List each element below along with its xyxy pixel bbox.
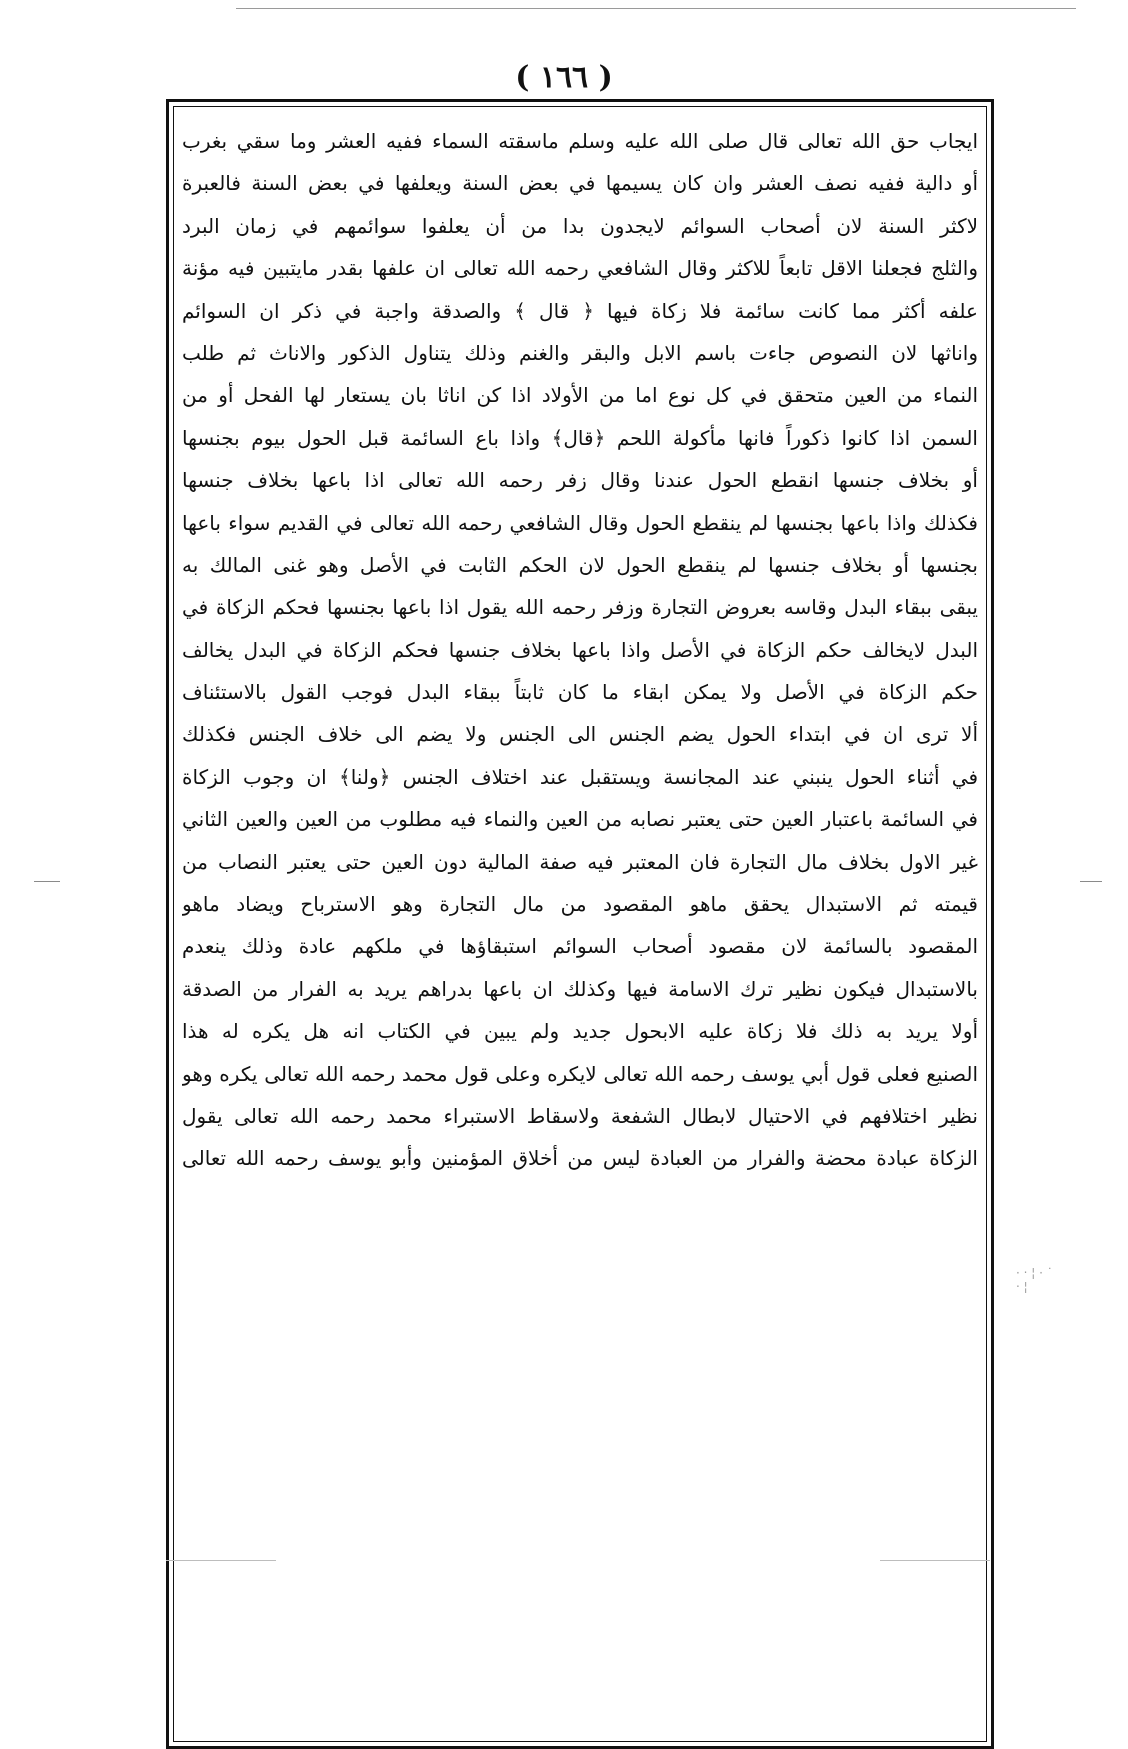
- text-line: بجنسها أو بخلاف جنسها لم ينقطع الحول لان الحكم الثابت في الأصل وهو غنى المالك به: [182, 552, 978, 577]
- text-line: فكذلك واذا باعها بجنسها لم ينقطع الحول وقال الشافعي رحمه الله تعالى في القديم سواء باعها: [182, 510, 978, 535]
- text-line: المقصود بالسائمة لان مقصود أصحاب السوائم استبقاؤها في ملكهم عادة وذلك ينعدم: [182, 934, 978, 959]
- scan-mark-left: [34, 881, 60, 882]
- text-line: النماء من العين متحقق في كل نوع اما من الأولاد اذا كن اناثا بان يستعار لها الفحل أو من: [182, 383, 978, 408]
- text-line: قيمته ثم الاستبدال يحقق ماهو المقصود من مال التجارة وهو الاسترباح ويضاد ماهو: [182, 892, 978, 917]
- text-line: غير الاول بخلاف مال التجارة فان المعتبر فيه صفة المالية دون العين حتى يعتبر النصاب من: [182, 849, 978, 874]
- scan-edge-top: [236, 8, 1076, 9]
- text-line: الصنيع فعلى قول أبي يوسف رحمه الله تعالى لايكره وعلى قول محمد رحمه الله تعالى يكره وهو: [182, 1061, 978, 1086]
- text-line: في السائمة باعتبار العين حتى يعتبر نصابه من العين والنماء فيه مطلوب من العين والعين الثاني: [182, 807, 978, 832]
- text-line: نظير اختلافهم في الاحتيال لابطال الشفعة ولاسقاط الاستبراء محمد رحمه الله تعالى يقول: [182, 1103, 978, 1128]
- text-line: واناثها لان النصوص جاءت باسم الابل والبقر والغنم وذلك يتناول الذكور والاناث ثم طلب: [182, 340, 978, 365]
- margin-marks: · ‧ ¦ · ˙ ‧ ¦: [1016, 1266, 1053, 1294]
- scan-mark-right: [1080, 881, 1102, 882]
- main-text: [182, 120, 978, 1180]
- text-line: السمن اذا كانوا ذكوراً فانها مأكولة اللحم ﴿قال﴾ واذا باع السائمة قبل الحول بيوم بجنسها: [182, 425, 978, 450]
- text-line: علفه أكثر مما كانت سائمة فلا زكاة فيها ﴿ قال ﴾ والصدقة واجبة في ذكر ان السوائم: [182, 298, 978, 323]
- text-line: والثلج فجعلنا الاقل تابعاً للاكثر وقال الشافعي رحمه الله تعالى ان علفها بقدر مايتبين فيه مؤنة: [182, 256, 978, 281]
- text-line: الزكاة عبادة محضة والفرار من العبادة ليس من أخلاق المؤمنين وأبو يوسف رحمه الله تعالى: [182, 1146, 978, 1171]
- text-line: أو دالية ففيه نصف العشر وان كان يسيمها في بعض السنة ويعلفها في بعض السنة فالعبرة: [182, 171, 978, 196]
- text-line: بالاستبدال فيكون نظير ترك الاسامة فيها وكذلك ان باعها بدراهم يريد به الفرار من الصدقة: [182, 976, 978, 1001]
- page-number: ( ١٦٦ ): [515, 60, 613, 95]
- text-line: لاكثر السنة لان أصحاب السوائم لايجدون بدا من أن يعلفوا سوائمهم في زمان البرد: [182, 213, 978, 238]
- text-line: حكم الزكاة في الأصل ولا يمكن ابقاء ما كان ثابتاً ببقاء البدل فوجب القول بالاستئناف: [182, 680, 978, 705]
- text-line: ألا ترى ان في ابتداء الحول يضم الجنس الى الجنس ولا يضم الى خلاف الجنس فكذلك: [182, 722, 978, 747]
- text-line: أولا يريد به ذلك فلا زكاة عليه الابحول جديد ولم يبين في الكتاب انه هل يكره له هذا: [182, 1019, 978, 1044]
- text-line: البدل لايخالف حكم الزكاة في الأصل واذا باعها بخلاف جنسها فحكم الزكاة في البدل يخالف: [182, 637, 978, 662]
- text-line: في أثناء الحول ينبني عند المجانسة ويستقبل عند اختلاف الجنس ﴿ولنا﴾ ان وجوب الزكاة: [182, 764, 978, 789]
- scan-edge-bottom-right: [880, 1560, 990, 1561]
- scan-edge-bottom-left: [166, 1560, 276, 1561]
- text-line: أو بخلاف جنسها انقطع الحول عندنا وقال زفر رحمه الله تعالى اذا باعها بخلاف جنسها: [182, 468, 978, 493]
- text-line: يبقى ببقاء البدل وقاسه بعروض التجارة وزفر رحمه الله يقول اذا باعها بجنسها فحكم الزكاة في: [182, 595, 978, 620]
- text-line: ايجاب حق الله تعالى قال صلى الله عليه وسلم ماسقته السماء ففيه العشر وما سقي بغرب: [182, 129, 978, 153]
